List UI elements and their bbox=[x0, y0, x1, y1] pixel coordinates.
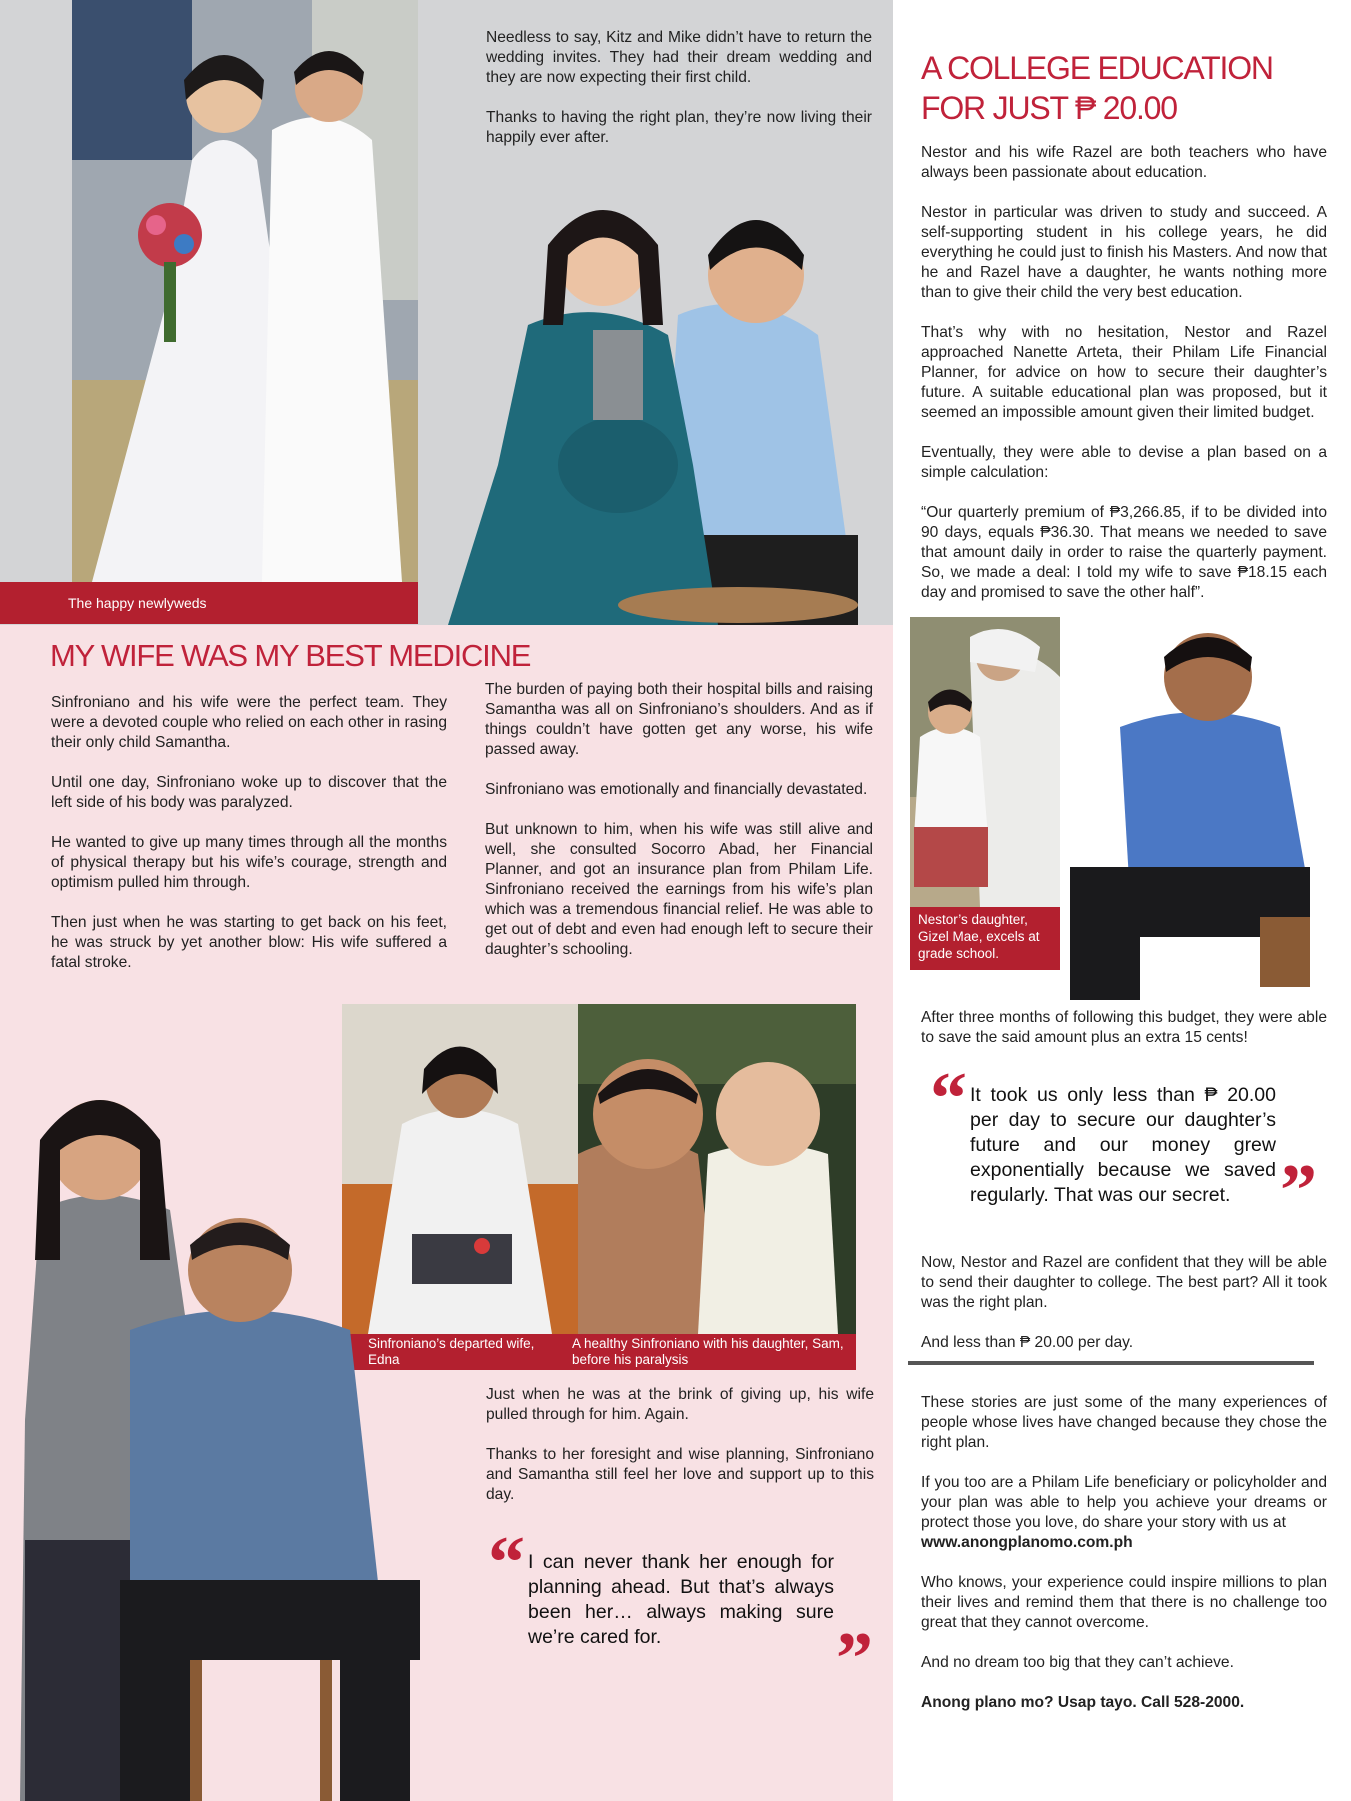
medicine-col2-paragraph: The burden of paying both their hospital bills and raising Samantha was all on Sinfroniano’s shoulders. And as if things couldn’t have gotten get any worse, his wife passed away. bbox=[485, 681, 873, 758]
expecting-couple-photo bbox=[418, 165, 893, 625]
wedding-story-text bbox=[486, 28, 872, 168]
newlyweds-caption: The happy newlyweds bbox=[0, 582, 418, 624]
college-paragraph: Nestor and his wife Razel are both teachers who have always been passionate about education. bbox=[921, 144, 1327, 181]
medicine-lower-paragraph: Just when he was at the brink of giving up, his wife pulled through for him. Again. bbox=[486, 1386, 874, 1423]
college-closing-paragraph: And less than ₱ 20.00 per day. bbox=[921, 1334, 1134, 1351]
college-story-text bbox=[921, 143, 1327, 623]
medicine-lower-text bbox=[486, 1385, 874, 1525]
wedding-paragraph-1: Needless to say, Kitz and Mike didn’t have to return the wedding invites. They had their dream wedding and they are now expecting their first child. bbox=[486, 29, 872, 86]
gizel-photo bbox=[910, 617, 1070, 907]
medicine-col2-paragraph: Sinfroniano was emotionally and financially devastated. bbox=[485, 781, 868, 798]
medicine-quote: I can never thank her enough for planning ahead. But that’s always been her… always making sure we’re cared for. bbox=[528, 1551, 834, 1648]
medicine-column-2 bbox=[485, 680, 873, 980]
outro-paragraph: These stories are just some of the many experiences of people whose lives have changed because they chose the right plan. bbox=[921, 1394, 1327, 1451]
medicine-col1-paragraph: Then just when he was starting to get back on his feet, he was struck by yet another blow: His wife suffered a fatal stroke. bbox=[51, 914, 447, 971]
medicine-col1-paragraph: Sinfroniano and his wife were the perfect team. They were a devoted couple who relied on each other in rasing their only child Samantha. bbox=[51, 694, 447, 751]
medicine-lower-paragraph: Thanks to her foresight and wise planning, Sinfroniano and Samantha still feel her love and support up to this day. bbox=[486, 1446, 874, 1503]
gizel-caption: Nestor’s daughter, Gizel Mae, excels at grade school. bbox=[910, 907, 1070, 970]
college-paragraph: Eventually, they were able to devise a plan based on a simple calculation: bbox=[921, 444, 1327, 481]
outro-paragraph: And no dream too big that they can’t achieve. bbox=[921, 1654, 1234, 1671]
college-paragraph: “Our quarterly premium of ₱3,266.85, if to be divided into 90 days, equals ₱36.30. That means we needed to save that amount daily in order to raise the quarterly payment. So, we made a deal: I told my wife to save ₱18.15 each day and promised to save the other half”. bbox=[921, 504, 1327, 601]
section-divider bbox=[908, 1361, 1314, 1365]
sinfroniano-baby-photo bbox=[578, 1004, 856, 1334]
wedding-couple-photo bbox=[72, 0, 418, 582]
college-quote: It took us only less than ₱ 20.00 per day to secure our daughter’s future and our money grew exponentially because we saved regularly. That was our secret. bbox=[970, 1084, 1276, 1206]
close-quote-icon: ” bbox=[836, 1618, 873, 1700]
medicine-col1-paragraph: He wanted to give up many times through all the months of physical therapy but his wife’s courage, strength and optimism pulled him through. bbox=[51, 834, 447, 891]
college-headline bbox=[921, 48, 1341, 128]
open-quote-icon: “ bbox=[930, 1058, 967, 1140]
sinfroniano-caption: A healthy Sinfroniano with his daughter, Sam, before his paralysis bbox=[566, 1334, 856, 1370]
college-closing-paragraph: Now, Nestor and Razel are confident that they will be able to send their daughter to college. The best part? All it took was the right plan. bbox=[921, 1254, 1327, 1311]
medicine-col2-paragraph: But unknown to him, when his wife was still alive and well, she consulted Socorro Abad, her Financial Planner, and got an insurance plan from Philam Life. Sinfroniano received the earnings from his wife’s plan which was a tremendous financial relief. He was able to get out of debt and even had enough left to secure their daughter’s schooling. bbox=[485, 821, 873, 958]
medicine-column-1 bbox=[51, 693, 447, 993]
call-to-action: Anong plano mo? Usap tayo. Call 528-2000. bbox=[921, 1694, 1245, 1711]
college-headline-line-1: A COLLEGE EDUCATION bbox=[921, 50, 1273, 86]
outro-text bbox=[921, 1393, 1327, 1733]
college-paragraph: Nestor in particular was driven to study and succeed. A self-supporting student in his college years, he did everything he could just to finish his Masters. And now that he and Razel have a daughter, he wants nothing more than to give their child the very best education. bbox=[921, 204, 1327, 301]
nestor-photo bbox=[1060, 617, 1351, 1000]
college-paragraph: That’s why with no hesitation, Nestor and Razel approached Nanette Arteta, their Philam Life Financial Planner, for advice on how to secure their daughter’s future. A suitable educational plan was proposed, but it seemed an impossible amount given their limited budget. bbox=[921, 324, 1327, 421]
edna-caption: Sinfroniano’s departed wife, Edna bbox=[342, 1334, 578, 1370]
college-headline-line-2: FOR JUST ₱ 20.00 bbox=[921, 90, 1177, 126]
medicine-col1-paragraph: Until one day, Sinfroniano woke up to discover that the left side of his body was paralyzed. bbox=[51, 774, 447, 811]
college-closing-text bbox=[921, 1253, 1327, 1373]
wedding-paragraph-2: Thanks to having the right plan, they’re now living their happily ever after. bbox=[486, 109, 872, 146]
father-daughter-photo bbox=[0, 1040, 460, 1801]
close-quote-icon: ” bbox=[1280, 1150, 1317, 1232]
open-quote-icon: “ bbox=[488, 1522, 525, 1604]
website-link[interactable]: www.anongplanomo.com.ph bbox=[921, 1534, 1133, 1551]
outro-paragraph: Who knows, your experience could inspire millions to plan their lives and remind them that there is no challenge too great that they cannot overcome. bbox=[921, 1574, 1327, 1631]
outro-paragraph: If you too are a Philam Life beneficiary or policyholder and your plan was able to help you achieve your dreams or protect those you love, do share your story with us at bbox=[921, 1474, 1327, 1531]
after-budget-text: After three months of following this budget, they were able to save the said amount plus an extra 15 cents! bbox=[921, 1009, 1327, 1046]
medicine-headline: MY WIFE WAS MY BEST MEDICINE bbox=[50, 638, 531, 673]
